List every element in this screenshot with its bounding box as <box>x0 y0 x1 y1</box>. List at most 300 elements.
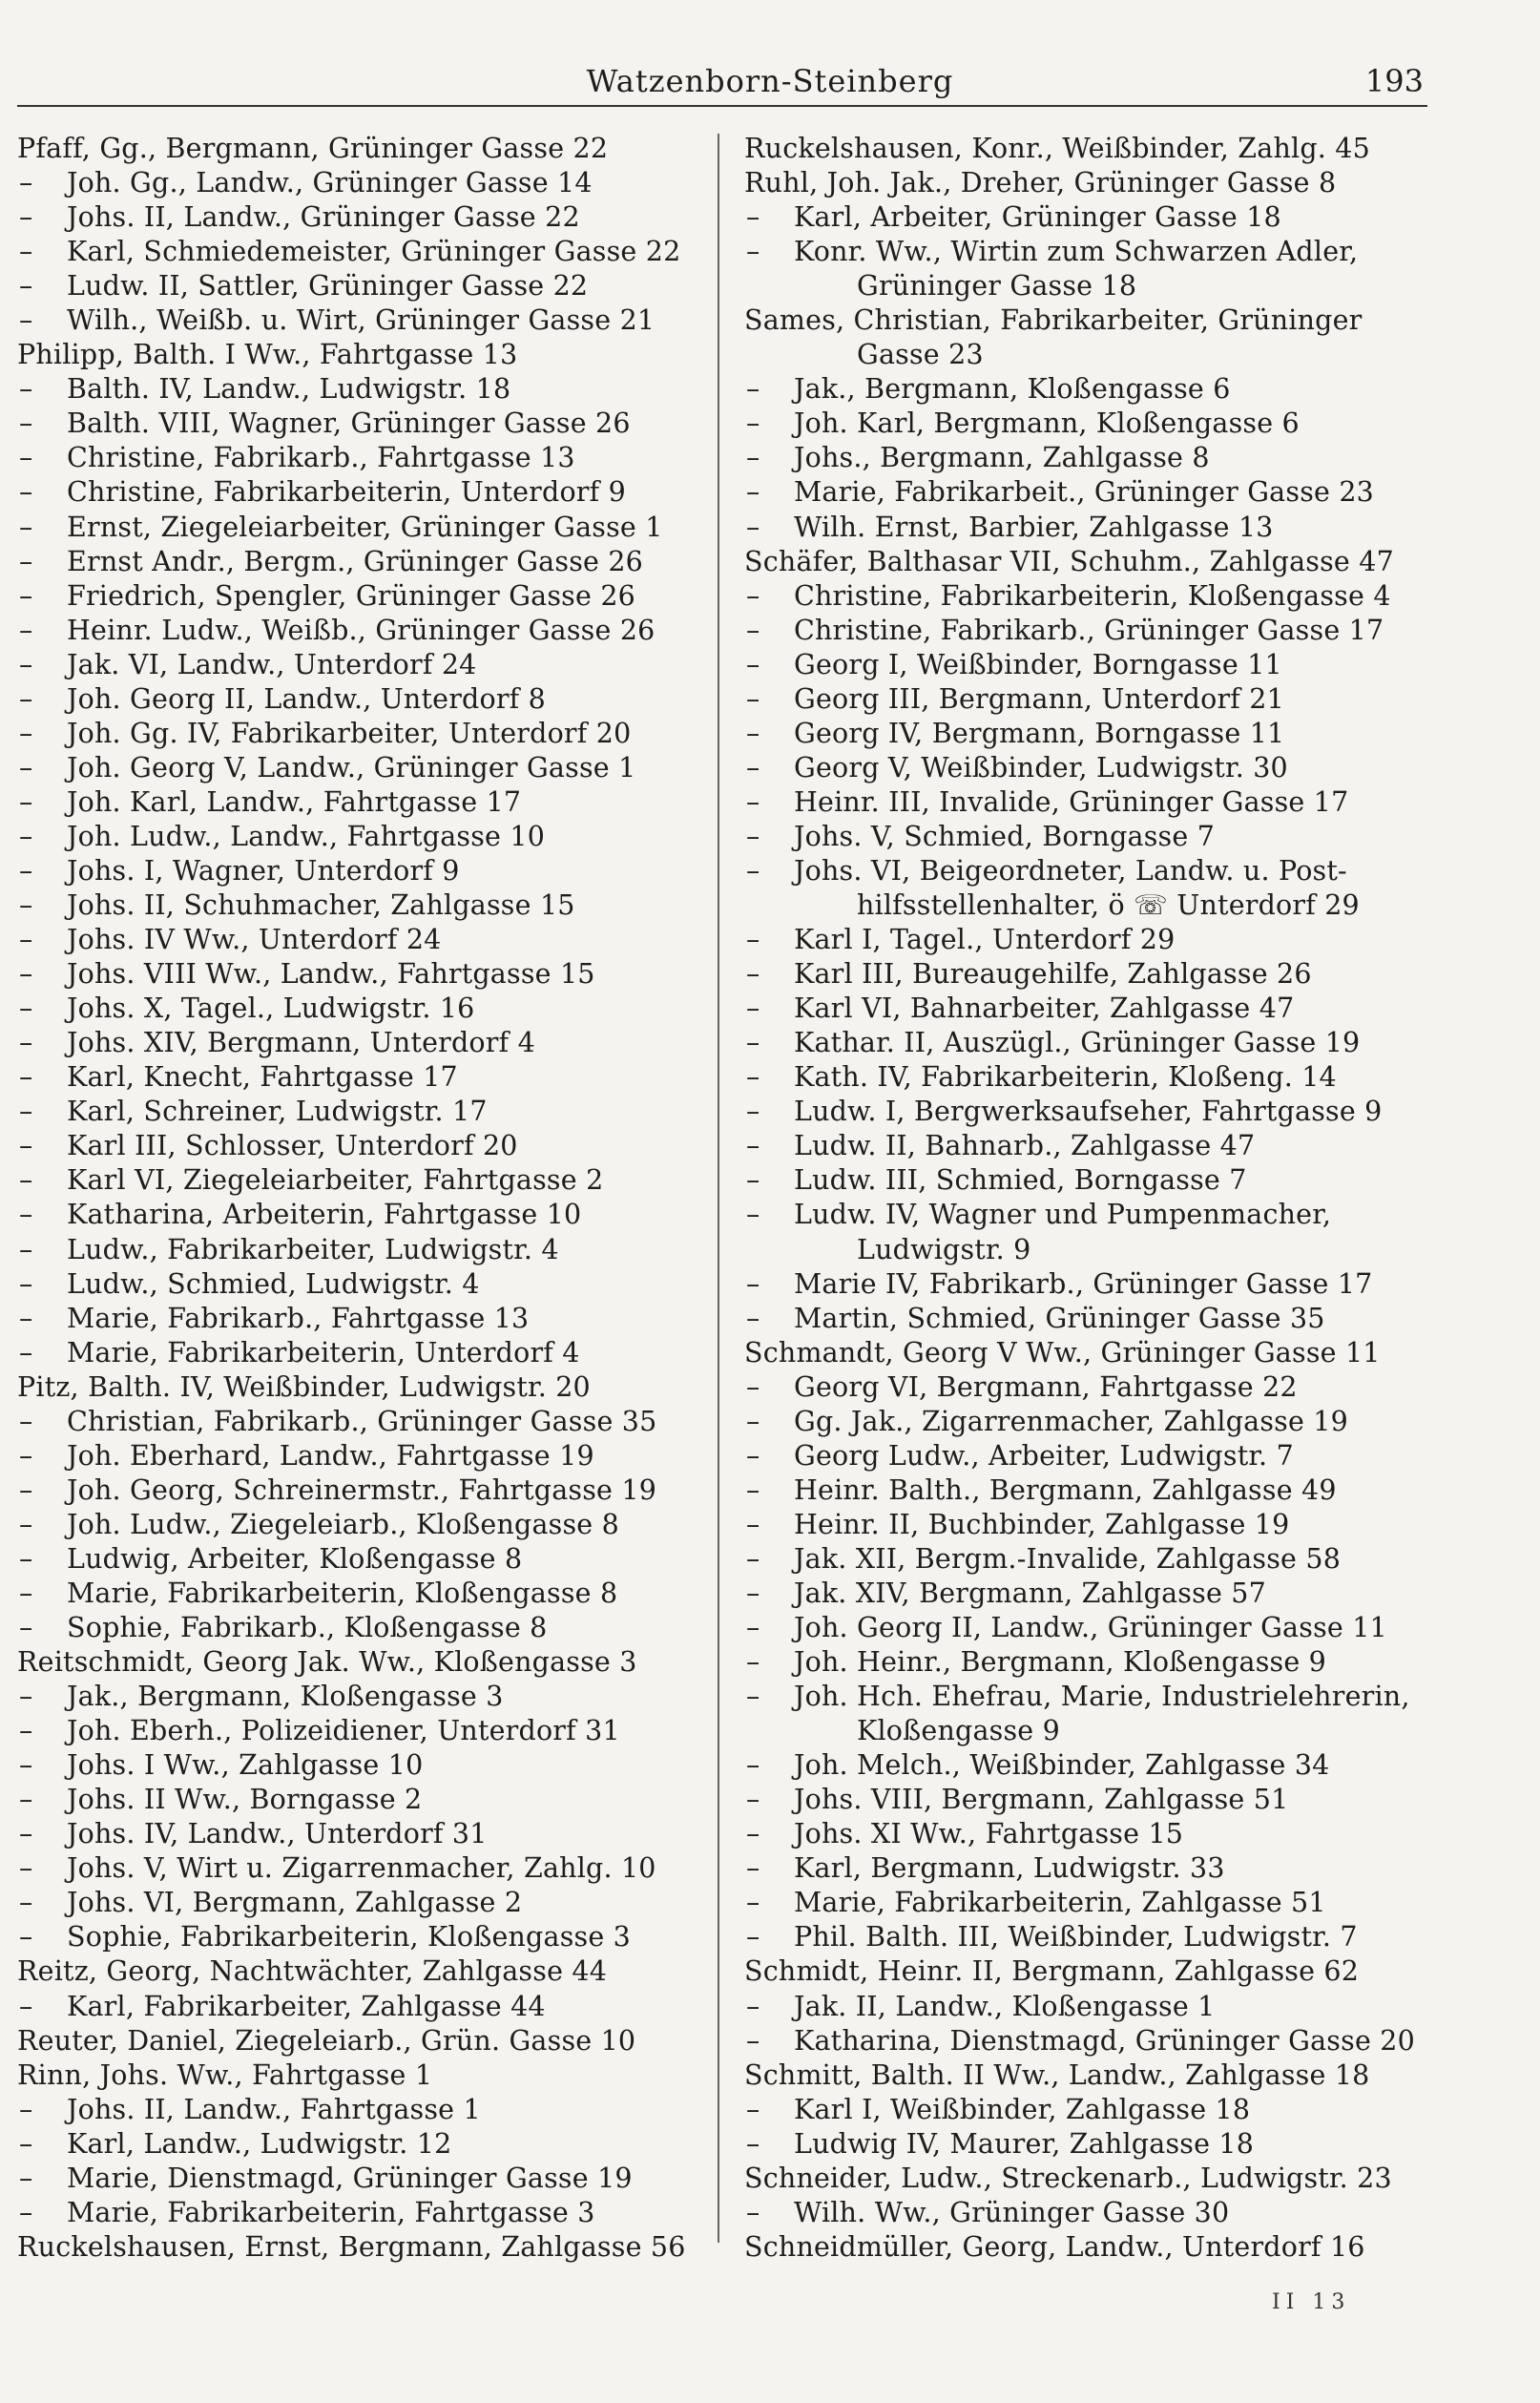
directory-entry <box>744 717 1424 751</box>
ditto-dash: – <box>746 751 760 784</box>
ditto-dash: – <box>746 1370 760 1403</box>
ditto-dash: – <box>19 2162 33 2194</box>
entry-text: Joh. Ludw., Ziegeleiarb., Kloßengasse 8 <box>67 1508 619 1540</box>
ditto-dash: – <box>746 1199 760 1231</box>
ditto-dash: – <box>746 1887 760 1919</box>
entry-text: Joh. Ludw., Landw., Fahrtgasse 10 <box>67 820 546 852</box>
entry-text: Ludw. II, Sattler, Grüninger Gasse 22 <box>67 270 589 303</box>
ditto-dash: – <box>19 1921 33 1954</box>
directory-entry <box>17 235 718 269</box>
directory-entry <box>744 1783 1424 1817</box>
entry-text: Balth. VIII, Wagner, Grüninger Gasse 26 <box>67 407 631 440</box>
ditto-dash: – <box>746 1612 760 1644</box>
ditto-dash: – <box>746 1818 760 1850</box>
directory-entry <box>17 511 718 545</box>
column-divider <box>718 134 719 2243</box>
ditto-dash: – <box>746 958 760 991</box>
directory-entry <box>744 1129 1424 1163</box>
ditto-dash: – <box>19 1061 33 1094</box>
ditto-dash: – <box>19 1887 33 1919</box>
entry-text: Sophie, Fabrikarbeiterin, Kloßengasse 3 <box>67 1921 632 1954</box>
entry-text: Reitz, Georg, Nachtwächter, Zahlgasse 44 <box>17 1955 608 1988</box>
ditto-dash: – <box>746 717 760 749</box>
ditto-dash: – <box>746 1577 760 1609</box>
ditto-dash: – <box>19 1130 33 1162</box>
directory-entry <box>17 1851 718 1886</box>
ditto-dash: – <box>19 1439 33 1472</box>
ditto-dash: – <box>19 579 33 612</box>
ditto-dash: – <box>19 1027 33 1059</box>
directory-entry <box>17 1233 718 1267</box>
directory-entry <box>744 1851 1424 1886</box>
entry-text: Wilh. Ww., Grüninger Gasse 30 <box>794 2196 1230 2228</box>
ditto-dash: – <box>19 1818 33 1850</box>
entry-text: Jak. II, Landw., Kloßengasse 1 <box>794 1990 1216 2022</box>
entry-text: Georg III, Bergmann, Unterdorf 21 <box>794 682 1284 715</box>
directory-entry <box>17 200 718 235</box>
entry-text: Marie, Fabrikarbeiterin, Unterdorf 4 <box>67 1336 580 1369</box>
directory-entry <box>744 2162 1424 2196</box>
directory-entry <box>744 923 1424 957</box>
entry-text: Johs. IV, Landw., Unterdorf 31 <box>67 1818 488 1850</box>
directory-entry <box>744 1954 1424 1989</box>
directory-entry <box>17 1473 718 1508</box>
entry-text: Joh. Georg II, Landw., Unterdorf 8 <box>67 682 547 715</box>
ditto-dash: – <box>19 717 33 749</box>
ditto-dash: – <box>19 1542 33 1575</box>
entry-text: Johs. X, Tagel., Ludwigstr. 16 <box>67 993 475 1025</box>
directory-entry <box>744 1060 1424 1095</box>
entry-text: Marie, Fabrikarbeiterin, Zahlgasse 51 <box>794 1887 1326 1919</box>
directory-entry <box>17 1920 718 1954</box>
entry-text: hilfsstellenhalter, ö ☏ Unterdorf 29 <box>857 889 1360 922</box>
entry-text: Johs. IV Ww., Unterdorf 24 <box>67 924 442 956</box>
directory-entry <box>17 957 718 992</box>
entry-text: Johs. II, Landw., Fahrtgasse 1 <box>67 2093 481 2125</box>
ditto-dash: – <box>19 1990 33 2022</box>
directory-entry <box>17 372 718 407</box>
directory-entry <box>17 166 718 200</box>
ditto-dash: – <box>746 442 760 474</box>
directory-entry <box>17 303 718 338</box>
entry-text: Karl, Knecht, Fahrtgasse 17 <box>67 1061 458 1094</box>
ditto-dash: – <box>19 958 33 991</box>
directory-entry <box>17 785 718 820</box>
ditto-dash: – <box>19 1784 33 1816</box>
directory-entry <box>744 682 1424 717</box>
ditto-dash: – <box>746 1473 760 1506</box>
directory-entry <box>744 545 1424 579</box>
directory-entry <box>744 1508 1424 1542</box>
entry-text: Joh. Eberh., Polizeidiener, Unterdorf 31 <box>67 1715 620 1747</box>
entry-text: Johs. VIII, Bergmann, Zahlgasse 51 <box>794 1784 1289 1816</box>
ditto-dash: – <box>19 2127 33 2160</box>
entry-text: Johs. II Ww., Borngasse 2 <box>67 1784 423 1816</box>
entry-text: Ludw. III, Schmied, Borngasse 7 <box>794 1164 1247 1197</box>
entry-text: Jak. XIV, Bergmann, Zahlgasse 57 <box>794 1577 1266 1609</box>
ditto-dash: – <box>19 924 33 956</box>
directory-entry <box>744 1233 1424 1267</box>
ditto-dash: – <box>19 2196 33 2228</box>
directory-entry <box>744 1714 1424 1748</box>
entry-text: Karl, Arbeiter, Grüninger Gasse 18 <box>794 201 1281 234</box>
entry-text: Marie, Fabrikarb., Fahrtgasse 13 <box>67 1302 530 1334</box>
directory-entry <box>17 2093 718 2127</box>
entry-text: Georg V, Weißbinder, Ludwigstr. 30 <box>794 751 1288 784</box>
directory-entry <box>17 1680 718 1714</box>
ditto-dash: – <box>19 820 33 852</box>
entry-text: Phil. Balth. III, Weißbinder, Ludwigstr. 7 <box>794 1921 1358 1954</box>
directory-entry <box>17 1198 718 1232</box>
ditto-dash: – <box>19 1508 33 1540</box>
ditto-dash: – <box>19 2093 33 2125</box>
directory-entry <box>744 407 1424 441</box>
directory-entry <box>744 1095 1424 1129</box>
entry-text: Sames, Christian, Fabrikarbeiter, Grüninger <box>744 304 1363 337</box>
entry-text: Ludw., Fabrikarbeiter, Ludwigstr. 4 <box>67 1233 559 1265</box>
directory-entry <box>744 338 1424 372</box>
entry-text: Ruckelshausen, Ernst, Bergmann, Zahlgasse 56 <box>17 2230 686 2263</box>
directory-entry <box>744 1920 1424 1954</box>
ditto-dash: – <box>19 1233 33 1265</box>
directory-entry <box>744 1645 1424 1680</box>
ditto-dash: – <box>19 201 33 234</box>
entry-text: Gasse 23 <box>857 339 984 371</box>
entry-text: Reitschmidt, Georg Jak. Ww., Kloßengasse 3 <box>17 1646 637 1679</box>
directory-entry <box>17 1611 718 1645</box>
ditto-dash: – <box>19 511 33 543</box>
ditto-dash: – <box>19 407 33 440</box>
entry-text: Karl, Schreiner, Ludwigstr. 17 <box>67 1096 488 1128</box>
ditto-dash: – <box>746 1439 760 1472</box>
ditto-dash: – <box>746 1164 760 1197</box>
entry-text: Grüninger Gasse 18 <box>857 270 1137 303</box>
ditto-dash: – <box>746 373 760 406</box>
entry-text: Katharina, Dienstmagd, Grüninger Gasse 20 <box>794 2024 1415 2057</box>
entry-text: Heinr. Balth., Bergmann, Zahlgasse 49 <box>794 1473 1337 1506</box>
entry-text: Heinr. II, Buchbinder, Zahlgasse 19 <box>794 1508 1290 1540</box>
ditto-dash: – <box>746 854 760 887</box>
ditto-dash: – <box>19 1612 33 1644</box>
entry-text: Philipp, Balth. I Ww., Fahrtgasse 13 <box>17 339 518 371</box>
directory-entry <box>744 200 1424 235</box>
entry-text: Johs., Bergmann, Zahlgasse 8 <box>794 442 1210 474</box>
page-header <box>0 57 1540 105</box>
entry-text: Johs. V, Wirt u. Zigarrenmacher, Zahlg. 10 <box>67 1852 656 1885</box>
directory-entry <box>17 820 718 854</box>
entry-text: Johs. I, Wagner, Unterdorf 9 <box>67 854 460 887</box>
ditto-dash: – <box>746 236 760 268</box>
entry-text: Johs. XI Ww., Fahrtgasse 15 <box>794 1818 1184 1850</box>
directory-entry <box>17 2024 718 2058</box>
directory-entry <box>744 2230 1424 2265</box>
directory-entry <box>17 854 718 888</box>
header-rule <box>17 105 1427 107</box>
ditto-dash: – <box>19 1852 33 1885</box>
directory-entry <box>17 132 718 166</box>
directory-entry <box>17 2127 718 2162</box>
entry-text: Christine, Fabrikarb., Fahrtgasse 13 <box>67 442 575 474</box>
directory-entry <box>17 1026 718 1060</box>
directory-entry <box>17 1748 718 1783</box>
ditto-dash: – <box>19 1473 33 1506</box>
directory-entry <box>744 372 1424 407</box>
page-number: 193 <box>1364 63 1424 99</box>
directory-entry <box>744 1026 1424 1060</box>
ditto-dash: – <box>746 2127 760 2160</box>
directory-entry <box>744 1405 1424 1439</box>
entry-text: Georg Ludw., Arbeiter, Ludwigstr. 7 <box>794 1439 1294 1472</box>
directory-entry <box>744 1748 1424 1783</box>
ditto-dash: – <box>19 854 33 887</box>
entry-text: Marie, Fabrikarbeiterin, Kloßengasse 8 <box>67 1577 618 1609</box>
directory-entry <box>17 1542 718 1577</box>
entry-text: Pfaff, Gg., Bergmann, Grüninger Gasse 22 <box>17 133 609 164</box>
entry-text: Georg IV, Bergmann, Borngasse 11 <box>794 717 1285 749</box>
ditto-dash: – <box>746 2093 760 2125</box>
ditto-dash: – <box>746 1267 760 1300</box>
directory-entry <box>17 717 718 751</box>
directory-entry <box>744 269 1424 303</box>
entry-text: Johs. VIII Ww., Landw., Fahrtgasse 15 <box>67 958 595 991</box>
ditto-dash: – <box>746 407 760 440</box>
entry-text: Georg I, Weißbinder, Borngasse 11 <box>794 648 1282 680</box>
entry-text: Joh. Georg, Schreinermstr., Fahrtgasse 19 <box>67 1473 657 1506</box>
entry-text: Gg. Jak., Zigarrenmacher, Zahlgasse 19 <box>794 1405 1348 1437</box>
entry-text: Karl III, Schlosser, Unterdorf 20 <box>67 1130 518 1162</box>
ditto-dash: – <box>19 1336 33 1369</box>
ditto-dash: – <box>19 682 33 715</box>
directory-entry <box>744 166 1424 200</box>
directory-entry <box>744 2196 1424 2230</box>
entry-text: Heinr. III, Invalide, Grüninger Gasse 17 <box>794 785 1349 818</box>
directory-entry <box>744 992 1424 1026</box>
entry-text: Schneidmüller, Georg, Landw., Unterdorf 16 <box>744 2230 1365 2263</box>
ditto-dash: – <box>746 924 760 956</box>
ditto-dash: – <box>19 1164 33 1197</box>
entry-text: Karl, Landw., Ludwigstr. 12 <box>67 2127 452 2160</box>
directory-entry <box>17 1990 718 2024</box>
directory-entry <box>744 1542 1424 1577</box>
entry-text: Wilh. Ernst, Barbier, Zahlgasse 13 <box>794 511 1274 543</box>
entry-text: Ludw. I, Bergwerksaufseher, Fahrtgasse 9 <box>794 1096 1383 1128</box>
directory-entry <box>17 1267 718 1302</box>
ditto-dash: – <box>19 270 33 303</box>
directory-entry <box>744 303 1424 338</box>
directory-entry <box>744 1370 1424 1405</box>
entry-text: Joh. Gg. IV, Fabrikarbeiter, Unterdorf 20 <box>67 717 632 749</box>
ditto-dash: – <box>746 201 760 234</box>
ditto-dash: – <box>19 373 33 406</box>
ditto-dash: – <box>19 476 33 509</box>
ditto-dash: – <box>19 236 33 268</box>
entry-text: Wilh., Weißb. u. Wirt, Grüninger Gasse 21 <box>67 304 656 337</box>
ditto-dash: – <box>746 1130 760 1162</box>
signature-mark: II 13 <box>1272 2290 1351 2314</box>
entry-text: Karl VI, Bahnarbeiter, Zahlgasse 47 <box>794 993 1295 1025</box>
entry-text: Kloßengasse 9 <box>857 1715 1060 1747</box>
entry-text: Heinr. Ludw., Weißb., Grüninger Gasse 26 <box>67 614 656 646</box>
directory-entry <box>744 475 1424 510</box>
entry-text: Christine, Fabrikarbeiterin, Unterdorf 9 <box>67 476 626 509</box>
ditto-dash: – <box>19 751 33 784</box>
directory-entry <box>744 751 1424 785</box>
directory-entry <box>744 132 1424 166</box>
ditto-dash: – <box>746 1784 760 1816</box>
entry-text: Katharina, Arbeiterin, Fahrtgasse 10 <box>67 1199 582 1231</box>
directory-entry <box>17 1577 718 1611</box>
directory-entry <box>17 1954 718 1989</box>
entry-text: Karl III, Bureaugehilfe, Zahlgasse 26 <box>794 958 1312 991</box>
ditto-dash: – <box>19 785 33 818</box>
entry-text: Konr. Ww., Wirtin zum Schwarzen Adler, <box>794 236 1359 268</box>
directory-entry <box>17 1439 718 1473</box>
ditto-dash: – <box>19 1577 33 1609</box>
ditto-dash: – <box>19 304 33 337</box>
ditto-dash: – <box>746 648 760 680</box>
directory-entry <box>17 269 718 303</box>
entry-text: Christine, Fabrikarb., Grüninger Gasse 17 <box>794 614 1384 646</box>
directory-entry <box>17 923 718 957</box>
ditto-dash: – <box>746 682 760 715</box>
entry-text: Johs. V, Schmied, Borngasse 7 <box>794 820 1216 852</box>
entry-text: Ernst, Ziegeleiarbeiter, Grüninger Gasse 1 <box>67 511 663 543</box>
entry-text: Joh. Heinr., Bergmann, Kloßengasse 9 <box>794 1646 1327 1679</box>
directory-entry <box>17 475 718 510</box>
ditto-dash: – <box>19 442 33 474</box>
entry-text: Ludwigstr. 9 <box>857 1233 1031 1265</box>
directory-entry <box>744 1680 1424 1714</box>
directory-entry <box>744 2024 1424 2058</box>
entry-text: Kath. IV, Fabrikarbeiterin, Kloßeng. 14 <box>794 1061 1337 1094</box>
entry-text: Pitz, Balth. IV, Weißbinder, Ludwigstr. 20 <box>17 1370 591 1403</box>
entry-text: Joh. Gg., Landw., Grüninger Gasse 14 <box>67 167 593 199</box>
entry-text: Jak., Bergmann, Kloßengasse 3 <box>67 1681 504 1713</box>
entry-text: Karl, Schmiedemeister, Grüninger Gasse 22 <box>67 236 681 268</box>
directory-entry <box>744 1473 1424 1508</box>
directory-entry <box>17 751 718 785</box>
directory-entry <box>17 1714 718 1748</box>
entry-text: Karl I, Tagel., Unterdorf 29 <box>794 924 1176 956</box>
entry-text: Martin, Schmied, Grüninger Gasse 35 <box>794 1302 1325 1334</box>
ditto-dash: – <box>746 993 760 1025</box>
ditto-dash: – <box>746 2196 760 2228</box>
directory-entry <box>744 1163 1424 1198</box>
ditto-dash: – <box>746 1646 760 1679</box>
ditto-dash: – <box>19 1405 33 1437</box>
ditto-dash: – <box>19 1267 33 1300</box>
entry-text: Joh. Karl, Landw., Fahrtgasse 17 <box>67 785 522 818</box>
entry-text: Schmitt, Balth. II Ww., Landw., Zahlgasse 18 <box>744 2058 1370 2091</box>
entry-text: Ludwig IV, Maurer, Zahlgasse 18 <box>794 2127 1255 2160</box>
ditto-dash: – <box>746 1990 760 2022</box>
directory-entry <box>744 2093 1424 2127</box>
directory-entry <box>17 1095 718 1129</box>
ditto-dash: – <box>746 614 760 646</box>
directory-entry <box>744 785 1424 820</box>
entry-text: Kathar. II, Auszügl., Grüninger Gasse 19 <box>794 1027 1361 1059</box>
entry-text: Ludw., Schmied, Ludwigstr. 4 <box>67 1267 480 1300</box>
directory-entry <box>744 888 1424 923</box>
directory-entry <box>744 235 1424 269</box>
page-title: Watzenborn-Steinberg <box>586 63 954 99</box>
ditto-dash: – <box>746 1096 760 1128</box>
directory-entry <box>17 888 718 923</box>
directory-entry <box>17 614 718 648</box>
directory-entry <box>17 1163 718 1198</box>
directory-entry <box>744 1817 1424 1851</box>
ditto-dash: – <box>746 1749 760 1782</box>
directory-entry <box>744 1198 1424 1232</box>
directory-entry <box>744 1577 1424 1611</box>
directory-entry <box>17 1060 718 1095</box>
entry-text: Georg VI, Bergmann, Fahrtgasse 22 <box>794 1370 1298 1403</box>
entry-text: Karl I, Weißbinder, Zahlgasse 18 <box>794 2093 1251 2125</box>
directory-entry <box>17 2196 718 2230</box>
entry-text: Marie, Dienstmagd, Grüninger Gasse 19 <box>67 2162 633 2194</box>
ditto-dash: – <box>746 511 760 543</box>
ditto-dash: – <box>19 1749 33 1782</box>
ditto-dash: – <box>746 579 760 612</box>
directory-entry <box>744 1439 1424 1473</box>
directory-entry <box>744 2127 1424 2162</box>
directory-entry <box>744 1990 1424 2024</box>
ditto-dash: – <box>746 2024 760 2057</box>
entry-text: Schmidt, Heinr. II, Bergmann, Zahlgasse 62 <box>744 1955 1360 1988</box>
directory-entry <box>17 441 718 475</box>
entry-text: Joh. Georg V, Landw., Grüninger Gasse 1 <box>67 751 636 784</box>
directory-entry <box>744 2058 1424 2093</box>
entry-text: Ruckelshausen, Konr., Weißbinder, Zahlg. 45 <box>744 133 1370 164</box>
entry-text: Joh. Karl, Bergmann, Kloßengasse 6 <box>794 407 1300 440</box>
entry-text: Christian, Fabrikarb., Grüninger Gasse 35 <box>67 1405 657 1437</box>
directory-entry <box>744 1267 1424 1302</box>
entry-text: Joh. Melch., Weißbinder, Zahlgasse 34 <box>794 1749 1330 1782</box>
entry-text: Marie, Fabrikarbeit., Grüninger Gasse 23 <box>794 476 1375 509</box>
ditto-dash: – <box>19 614 33 646</box>
ditto-dash: – <box>746 476 760 509</box>
directory-entry <box>17 407 718 441</box>
directory-entry <box>17 2230 718 2265</box>
entry-text: Karl VI, Ziegeleiarbeiter, Fahrtgasse 2 <box>67 1164 604 1197</box>
directory-entry <box>17 2162 718 2196</box>
directory-entry <box>744 1336 1424 1370</box>
ditto-dash: – <box>746 1027 760 1059</box>
directory-entry <box>17 545 718 579</box>
entry-text: Marie IV, Fabrikarb., Grüninger Gasse 17 <box>794 1267 1373 1300</box>
directory-entry <box>744 1611 1424 1645</box>
directory-entry <box>17 1370 718 1405</box>
directory-entry <box>17 579 718 614</box>
directory-entry <box>744 441 1424 475</box>
entry-text: Friedrich, Spengler, Grüninger Gasse 26 <box>67 579 635 612</box>
entry-text: Christine, Fabrikarbeiterin, Kloßengasse 4 <box>794 579 1391 612</box>
ditto-dash: – <box>746 1061 760 1094</box>
entry-text: Karl, Bergmann, Ludwigstr. 33 <box>794 1852 1225 1885</box>
ditto-dash: – <box>19 1199 33 1231</box>
directory-entry <box>17 1508 718 1542</box>
entry-text: Rinn, Johs. Ww., Fahrtgasse 1 <box>17 2058 433 2091</box>
ditto-dash: – <box>746 1852 760 1885</box>
directory-entry <box>17 1645 718 1680</box>
ditto-dash: – <box>746 1681 760 1713</box>
directory-entry <box>744 1886 1424 1920</box>
ditto-dash: – <box>746 1921 760 1954</box>
directory-entry <box>17 338 718 372</box>
ditto-dash: – <box>746 1542 760 1575</box>
entry-text: Ruhl, Joh. Jak., Dreher, Grüninger Gasse 8 <box>744 167 1337 199</box>
directory-entry <box>744 1302 1424 1336</box>
